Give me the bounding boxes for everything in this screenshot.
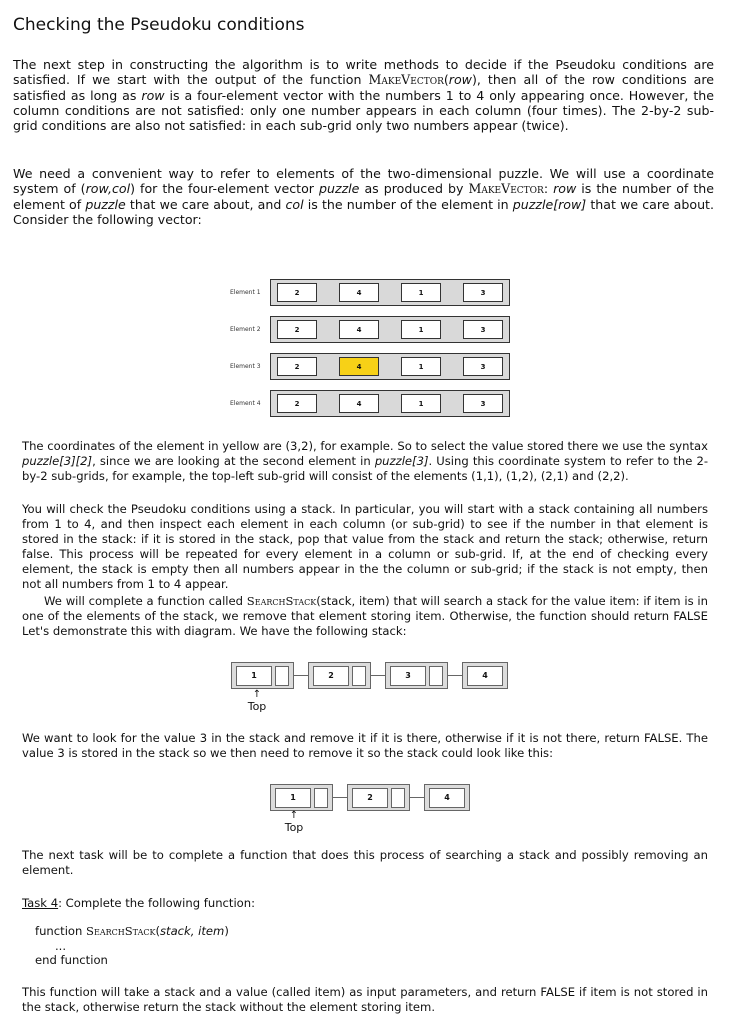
top-marker: [239, 690, 275, 713]
link-line: [410, 797, 424, 798]
stack-node-value: 1: [236, 666, 272, 686]
paragraph-function-description: This function will take a stack and a value (called item) as input parameters, and return FALSE if item is not stored in the stack, otherwise return the stack without the element storing item.: [22, 985, 708, 1014]
vector-cell: 1: [401, 283, 441, 302]
pointer-icon: [429, 666, 443, 686]
code-end: end function: [35, 953, 108, 967]
vector-row: [230, 279, 510, 306]
paragraph-searchstack: We will complete a function called SearchStack(stack, item) that will search a stack for the value item: if item is in one of the elements of the stack, we remove that element storing item. Otherwise, the function should return FALSE Let's demonstrate this with diagram. We have the following stack:: [22, 594, 708, 638]
row-label: Element 3: [230, 363, 261, 370]
vector-cell-highlighted: 4: [339, 357, 379, 376]
code-block: [35, 924, 435, 968]
task-heading: Task 4: Complete the following function:: [22, 896, 256, 910]
pointer-icon: [391, 788, 405, 808]
stack-node: [462, 662, 508, 689]
vector-cell: 1: [401, 357, 441, 376]
vector-cell: 4: [339, 320, 379, 339]
row-label: Element 2: [230, 326, 261, 333]
stack-node: [385, 662, 448, 689]
stack-node: [424, 784, 470, 811]
stack-node: [308, 662, 371, 689]
stack-node-value: 2: [352, 788, 388, 808]
link-line: [333, 797, 347, 798]
vector-cell: 3: [463, 320, 503, 339]
code-signature: function SearchStack(stack, item): [35, 924, 229, 938]
pointer-icon: [314, 788, 328, 808]
vector-cell: 3: [463, 357, 503, 376]
paragraph-coordinates: We need a convenient way to refer to elements of the two-dimensional puzzle. We will use a coordinate system of (row,col) for the four-element vector puzzle as produced by MakeVector: row is the number of the element of puzzle that we care about, and col is the number of the element in puzzle[row] that we care about. Consider the following vector:: [13, 166, 715, 227]
code-ellipsis: ...: [55, 939, 67, 953]
vector-cell: 2: [277, 394, 317, 413]
link-line: [294, 675, 308, 676]
paragraph-stack-method: You will check the Pseudoku conditions using a stack. In particular, you will start with a stack containing all numbers from 1 to 4, and then inspect each element in each column (or sub-grid) to see if the number in that element is stored in the stack: if it is stored in the stack, pop that value from the stack and return the stack; otherwise, return false. This process will be repeated for every element in a column or sub-grid. If, at the end of checking every element, the stack is empty then all numbers appear in the the column or sub-grid; if the stack is not empty, then not all numbers from 1 to 4 appear.: [22, 502, 708, 591]
stack-node: [347, 784, 410, 811]
vector-cell: 3: [463, 394, 503, 413]
vector-cell: 3: [463, 283, 503, 302]
vector-cell: 2: [277, 357, 317, 376]
vector-row: [230, 353, 510, 380]
vector-element: [270, 353, 510, 380]
up-arrow-icon: ↑: [252, 689, 262, 700]
vector-cell: 2: [277, 283, 317, 302]
stack-node: [231, 662, 294, 689]
vector-element: [270, 279, 510, 306]
row-label: Element 1: [230, 289, 261, 296]
paragraph-intro: The next step in constructing the algorithm is to write methods to decide if the Pseudoku conditions are satisfied. If we start with the output of the function MakeVector(row), then all of the row conditions are satisfied as long as row is a four-element vector with the numbers 1 to 4 only appearing once. However, the column conditions are not satisfied: only one number appears in each column (four times). The 2-by-2 sub-grid conditions are also not satisfied: in each sub-grid only two numbers appear (twice).: [13, 57, 714, 134]
stack-node-value: 1: [275, 788, 311, 808]
top-label: Top: [247, 700, 267, 713]
paragraph-next-task: The next task will be to complete a function that does this process of searching a stack and possibly removing an element.: [22, 848, 708, 877]
row-label: Element 4: [230, 400, 261, 407]
vector-element: [270, 316, 510, 343]
vector-element: [270, 390, 510, 417]
stack-node-value: 2: [313, 666, 349, 686]
stack-node-value: 4: [467, 666, 503, 686]
vector-cell: 4: [339, 283, 379, 302]
link-line: [371, 675, 385, 676]
stack-node-value: 4: [429, 788, 465, 808]
pointer-icon: [275, 666, 289, 686]
stack-diagram-initial: [231, 662, 508, 689]
vector-row: [230, 316, 510, 343]
stack-node-value: 3: [390, 666, 426, 686]
vector-cell: 4: [339, 394, 379, 413]
pointer-icon: [352, 666, 366, 686]
vector-cell: 1: [401, 394, 441, 413]
up-arrow-icon: ↑: [289, 810, 299, 821]
top-marker: [276, 811, 312, 834]
top-label: Top: [284, 821, 304, 834]
vector-row: [230, 390, 510, 417]
paragraph-yellow-element: The coordinates of the element in yellow are (3,2), for example. So to select the value stored there we use the syntax puzzle[3][2], since we are looking at the second element in puzzle[3]. Using this coordinate system to refer to the 2-by-2 sub-grids, for example, the top-left sub-grid will consist of the elements (1,1), (1,2), (2,1) and (2,2).: [22, 439, 708, 483]
stack-diagram-after: [270, 784, 470, 811]
vector-cell: 1: [401, 320, 441, 339]
page-title: Checking the Pseudoku conditions: [13, 15, 305, 35]
stack-node: [270, 784, 333, 811]
vector-cell: 2: [277, 320, 317, 339]
link-line: [448, 675, 462, 676]
paragraph-remove-3: We want to look for the value 3 in the stack and remove it if it is there, otherwise if it is not there, return FALSE. The value 3 is stored in the stack so we then need to remove it so the stack could look like this:: [22, 731, 708, 760]
vector-diagram: [230, 279, 510, 417]
